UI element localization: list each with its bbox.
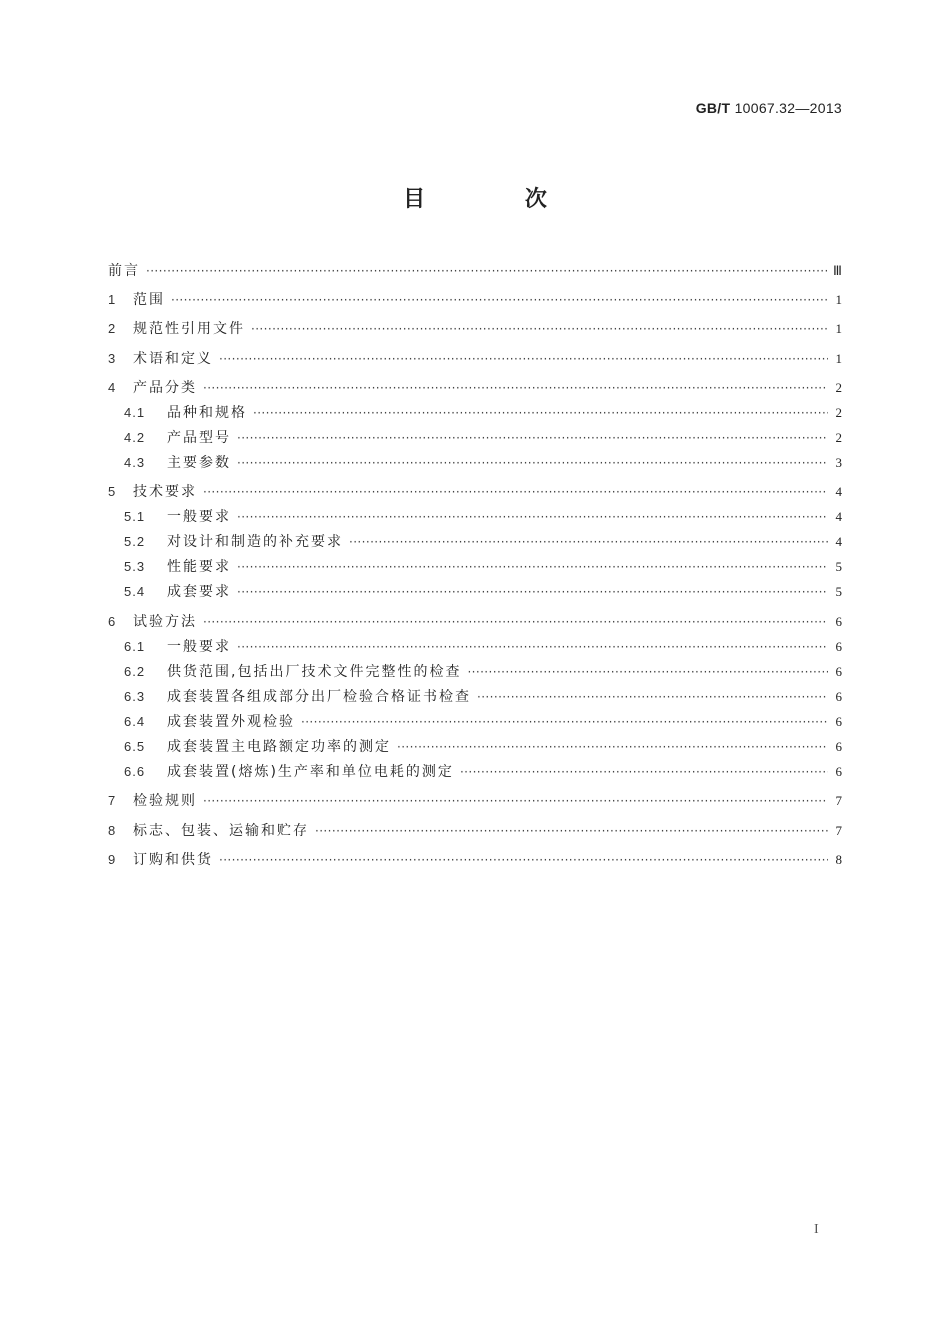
toc-entry[interactable] [108,759,842,784]
page-title: 目 次 [403,187,593,212]
toc-dot-leader [315,823,828,839]
toc-dot-leader [237,430,828,446]
toc-entry-number: 5.2 [124,534,146,550]
toc-entry-page: 6 [835,613,842,629]
toc-entry-title: 品种和规格 [167,405,247,422]
toc-entry[interactable] [108,555,842,580]
toc-dot-leader [171,292,828,308]
toc-entry-title: 一般要求 [167,509,231,526]
toc-entry[interactable] [108,848,842,873]
toc-entry[interactable] [108,258,842,283]
toc-entry-number: 5.4 [124,584,146,600]
toc-entry-page: 1 [835,321,842,337]
toc-entry-page: 4 [835,534,842,550]
toc-entry-title: 成套装置主电路额定功率的测定 [167,738,391,755]
toc-entry-page: 6 [835,663,842,679]
toc-entry-page: 6 [835,763,842,779]
toc-dot-leader [219,852,828,868]
toc-entry-page: 4 [835,509,842,525]
toc-dot-leader [460,764,828,780]
toc-dot-leader [237,455,828,471]
toc-entry-title: 成套装置(熔炼)生产率和单位电耗的测定 [167,763,454,780]
toc-entry-title: 成套装置外观检验 [167,713,295,730]
toc-dot-leader [203,380,828,396]
toc-dot-leader [237,509,828,525]
toc-entry-page: 8 [835,852,842,868]
toc-entry-page: 6 [835,638,842,654]
toc-entry-number: 5 [108,484,116,500]
toc-entry-page: 6 [835,738,842,754]
toc-dot-leader [467,664,828,680]
toc-entry[interactable] [108,287,842,312]
toc-entry[interactable] [108,609,842,634]
toc-entry-title: 对设计和制造的补充要求 [167,534,343,551]
toc-entry[interactable] [108,684,842,709]
toc-entry-number: 6.2 [124,663,146,679]
toc-dot-leader [203,793,828,809]
toc-dot-leader [203,614,828,630]
toc-entry-title: 一般要求 [167,638,231,655]
toc-entry-page: 5 [835,559,842,575]
toc-entry-title: 术语和定义 [133,350,213,367]
toc-entry[interactable] [108,426,842,451]
toc-entry-title: 性能要求 [167,559,231,576]
toc-entry-number: 2 [108,321,116,337]
toc-entry-title: 标志、包装、运输和贮存 [133,822,309,839]
toc-entry-number: 4 [108,380,116,396]
toc-entry[interactable] [108,451,842,476]
standard-prefix: GB/T [695,100,731,116]
toc-entry-title: 成套要求 [167,584,231,601]
toc-entry[interactable] [108,505,842,530]
toc-entry-page: 1 [835,350,842,366]
toc-entry-number: 5.1 [124,509,146,525]
toc-entry-title: 成套装置各组成部分出厂检验合格证书检查 [167,688,471,705]
toc-entry[interactable] [108,480,842,505]
toc-entry-title: 产品型号 [167,430,231,447]
toc-dot-leader [203,484,828,500]
toc-dot-leader [237,584,828,600]
toc-dot-leader [349,534,828,550]
toc-entry[interactable] [108,734,842,759]
toc-entry-number: 9 [108,852,116,868]
toc-entry-page: 6 [835,688,842,704]
toc-dot-leader [251,321,828,337]
toc-entry-title: 技术要求 [133,484,197,501]
toc-dot-leader [397,739,828,755]
toc-entry[interactable] [108,580,842,605]
toc-entry[interactable] [108,346,842,371]
toc-entry-number: 6.1 [124,638,146,654]
toc-entry-page: 1 [835,291,842,307]
toc-entry-title: 检验规则 [133,793,197,810]
toc-entry-number: 6 [108,613,116,629]
toc-dot-leader [237,559,828,575]
toc-entry[interactable] [108,530,842,555]
toc-entry-page: 2 [835,380,842,396]
toc-dot-leader [253,405,828,421]
toc-entry[interactable] [108,709,842,734]
toc-entry-page: 2 [835,430,842,446]
toc-entry-title: 试验方法 [133,613,197,630]
toc-entry-number: 5.3 [124,559,146,575]
toc-entry-page: 7 [835,793,842,809]
toc-entry-title: 前言 [108,262,140,279]
toc-dot-leader [477,689,828,705]
toc-entry-page: 7 [835,822,842,838]
toc-entry-number: 6.3 [124,688,146,704]
toc-entry-page: 3 [835,455,842,471]
toc-entry[interactable] [108,376,842,401]
toc-entry[interactable] [108,659,842,684]
toc-entry-page: 5 [835,584,842,600]
toc-dot-leader [301,714,828,730]
toc-entry-number: 8 [108,822,116,838]
toc-entry[interactable] [108,789,842,814]
toc-entry-number: 6.5 [124,738,146,754]
toc-entry-page: 6 [835,713,842,729]
toc-entry-title: 规范性引用文件 [133,321,245,338]
page-number: I [814,1222,819,1237]
toc-entry-title: 范围 [133,291,165,308]
toc-entry-number: 6.6 [124,763,146,779]
toc-entry[interactable] [108,317,842,342]
toc-entry-title: 供货范围,包括出厂技术文件完整性的检查 [167,663,462,680]
toc-entry-page: 4 [835,484,842,500]
toc-entry-number: 4.2 [124,430,146,446]
standard-code [696,100,842,116]
toc-entry[interactable] [108,401,842,426]
toc-entry-title: 主要参数 [167,455,231,472]
standard-number: 10067.32—2013 [734,100,842,116]
toc-entry[interactable] [108,634,842,659]
toc-entry-page: 2 [835,405,842,421]
table-of-contents [108,258,842,873]
toc-entry-number: 1 [108,291,116,307]
toc-dot-leader [237,639,828,655]
toc-entry-title: 订购和供货 [133,852,213,869]
toc-dot-leader [146,263,827,279]
toc-entry-number: 6.4 [124,713,146,729]
toc-dot-leader [219,351,828,367]
toc-entry-number: 7 [108,793,116,809]
toc-entry-number: 4.3 [124,455,146,471]
toc-entry[interactable] [108,818,842,843]
toc-entry-title: 产品分类 [133,380,197,397]
toc-entry-page: Ⅲ [833,262,842,278]
toc-entry-number: 3 [108,350,116,366]
toc-entry-number: 4.1 [124,405,146,421]
